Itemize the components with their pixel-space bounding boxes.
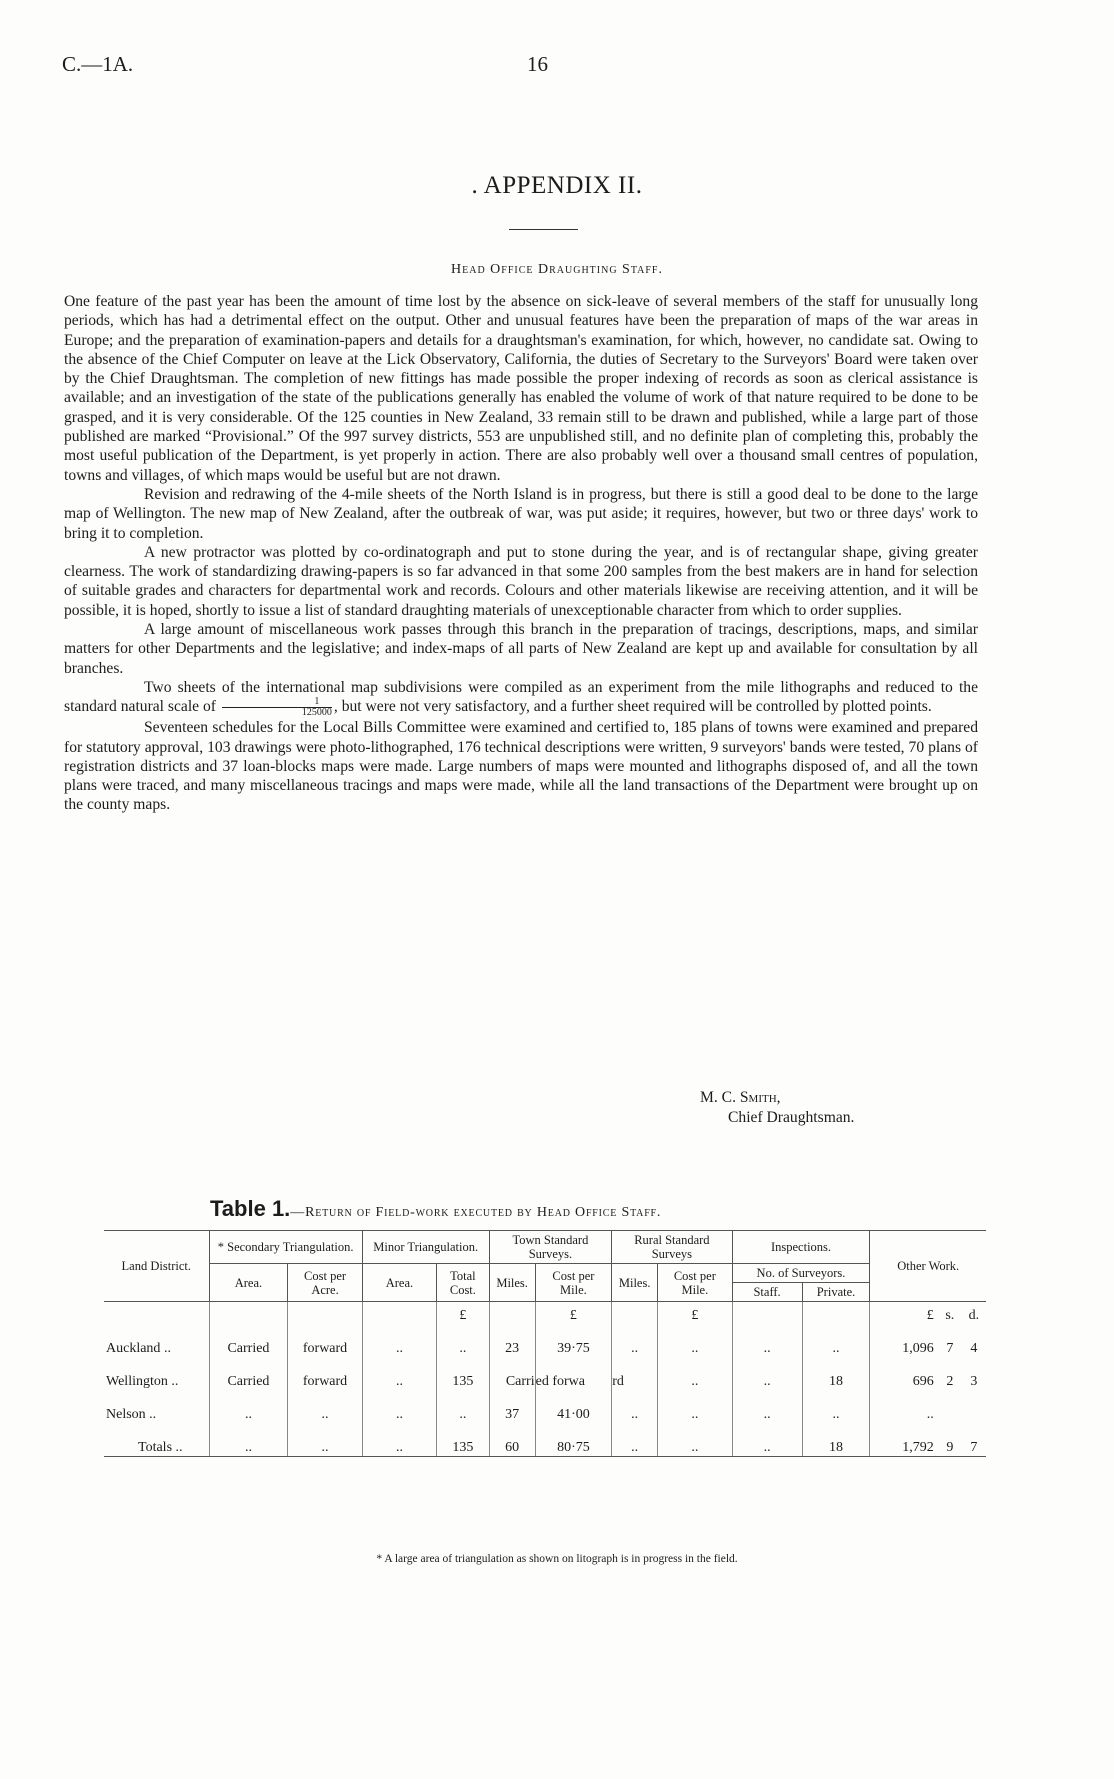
unit-pound-town-cost: £ bbox=[535, 1302, 612, 1325]
cell-min-area: .. bbox=[362, 1423, 436, 1457]
scale-numerator: 1 bbox=[222, 697, 332, 708]
cell-min-area: .. bbox=[362, 1357, 436, 1390]
cell-town-cost: 39·75 bbox=[535, 1324, 612, 1357]
title-divider bbox=[509, 229, 578, 230]
cell-staff: .. bbox=[732, 1390, 802, 1423]
cell-rural-miles: .. bbox=[612, 1423, 658, 1457]
header-inspections: Inspections. bbox=[732, 1231, 870, 1264]
cell-rural-miles: rd bbox=[612, 1357, 658, 1390]
header-rural-cost-per-mile: Cost per Mile. bbox=[658, 1264, 732, 1302]
cell-private: .. bbox=[802, 1324, 870, 1357]
cell-town-cost: ed forwa bbox=[535, 1357, 612, 1390]
cell-rural-cost: .. bbox=[658, 1324, 732, 1357]
cell-staff: .. bbox=[732, 1423, 802, 1457]
paragraph-5-after: , but were not very satisfactory, and a further sheet required will be controlled by plotted points. bbox=[333, 698, 932, 716]
scale-fraction bbox=[222, 697, 332, 718]
cell-town-miles: 37 bbox=[489, 1390, 535, 1423]
field-work-table-wrapper bbox=[104, 1230, 986, 1457]
header-town-surveys: Town Standard Surveys. bbox=[489, 1231, 612, 1264]
cell-staff: .. bbox=[732, 1357, 802, 1390]
table-title bbox=[210, 1196, 661, 1222]
cell-other-pounds: .. bbox=[870, 1390, 938, 1423]
page-number: 16 bbox=[527, 52, 548, 76]
header-rural-miles: Miles. bbox=[612, 1264, 658, 1302]
header-town-cost-per-mile: Cost per Mile. bbox=[535, 1264, 612, 1302]
cell-rural-cost: .. bbox=[658, 1357, 732, 1390]
cell-other-pounds: 1,096 bbox=[870, 1324, 938, 1357]
cell-private: 18 bbox=[802, 1423, 870, 1457]
paragraph-5-before: Two sheets of the international map subdivisions were compiled as an experiment from the mile lithographs and reduced to the standard natural scale of bbox=[64, 678, 978, 716]
cell-sec-area: .. bbox=[209, 1390, 288, 1423]
cell-min-total: 135 bbox=[437, 1423, 490, 1457]
cell-other-shillings: 9 bbox=[938, 1423, 962, 1457]
header-other-work: Other Work. bbox=[870, 1231, 986, 1302]
paragraph-1: One feature of the past year has been the amount of time lost by the absence on sick-leave of several members of the staff for unusually long periods, which has had a detrimental effect on the output. Other and unusual features have been the preparation of maps of the war areas in Europe; and the preparation of examination-papers and details for a draughtsman's examination, for which, however, no candidate sat. Owing to the absence of the Chief Computer on leave at the Lick Observatory, California, the duties of Secretary to the Surveyors' Board were taken over by the Chief Draughtsman. The completion of new fittings has made possible the proper indexing of records as soon as clerical assistance is available; and an investigation of the state of the publications generally has enabled the volume of work of that nature required to be done to be grasped, and it is very considerable. Of the 125 counties in New Zealand, 33 remain still to be drawn and published, while a large part of those published are marked “Provisional.” Of the 997 survey districts, 553 are unpublished still, and no definite plan of completing this, probably the most useful publication of the Department, is yet properly in action. There are also probably well over a thousand small centres of population, towns and villages, of which maps would be useful but are not drawn. bbox=[64, 293, 978, 484]
cell-district: Auckland .. bbox=[106, 1341, 171, 1356]
header-town-miles: Miles. bbox=[489, 1264, 535, 1302]
unit-pound-rural-cost: £ bbox=[658, 1302, 732, 1325]
cell-rural-miles: .. bbox=[612, 1390, 658, 1423]
table-row-wellington bbox=[104, 1357, 986, 1390]
header-no-of-surveyors: No. of Surveyors. bbox=[732, 1264, 870, 1283]
cell-district: Totals .. bbox=[104, 1423, 209, 1457]
header-sec-cost-per-acre: Cost per Acre. bbox=[288, 1264, 362, 1302]
units-row bbox=[104, 1302, 986, 1325]
unit-pound-total-cost: £ bbox=[437, 1302, 490, 1325]
paragraph-6: Seventeen schedules for the Local Bills Committee were examined and certified to, 185 plans of towns were examined and prepared for statutory approval, 103 drawings were photo-lithographed, 176 technical descriptions were written, 9 surveyors' bands were tested, 70 plans of registration districts and 37 loan-blocks maps were made. Large numbers of maps were mounted and lithographs disposed of, and all the town plans were traced, and many miscellaneous tracings and maps were made, while all the land transactions of the Department were brought up on the county maps. bbox=[64, 719, 978, 814]
cell-other-pence: 4 bbox=[970, 1341, 978, 1356]
table-row-nelson bbox=[104, 1390, 986, 1423]
cell-min-total: .. bbox=[437, 1324, 490, 1357]
scale-denominator: 125000 bbox=[301, 707, 332, 719]
table-label: Table 1. bbox=[210, 1196, 291, 1221]
header-private: Private. bbox=[802, 1283, 870, 1302]
header-minor-triangulation: Minor Triangulation. bbox=[362, 1231, 489, 1264]
signatory-name: M. C. Smith, bbox=[700, 1089, 781, 1106]
cell-sec-area: Carried bbox=[209, 1357, 288, 1390]
cell-private: 18 bbox=[802, 1357, 870, 1390]
cell-town-miles: 23 bbox=[489, 1324, 535, 1357]
table-row-totals bbox=[104, 1423, 986, 1457]
unit-shillings: s. bbox=[945, 1308, 955, 1323]
cell-district: Wellington .. bbox=[106, 1374, 179, 1389]
header-min-area: Area. bbox=[362, 1264, 436, 1302]
cell-other-shillings: 2 bbox=[946, 1374, 954, 1389]
cell-other-pounds: 1,792 bbox=[870, 1423, 938, 1457]
paragraph-3: A new protractor was plotted by co-ordinatograph and put to stone during the year, and is of rectangular shape, giving greater clearness. The work of standardizing drawing-papers is so far advanced in that some 200 samples from the best makers are in hand for selection of suitable grades and characters for departmental work and records. Colours and other materials likewise are receiving attention, and it will be possible, it is hoped, shortly to issue a list of standard draughting materials of unexceptionable character from which to order supplies. bbox=[64, 543, 978, 619]
cell-rural-miles: .. bbox=[612, 1324, 658, 1357]
cell-other-shillings bbox=[938, 1390, 962, 1423]
header-rural-surveys: Rural Standard Surveys bbox=[612, 1231, 732, 1264]
table-footnote: * A large area of triangulation as shown on litograph is in progress in the field. bbox=[376, 1553, 738, 1565]
cell-rural-cost: .. bbox=[658, 1423, 732, 1457]
header-secondary-triangulation: * Secondary Triangulation. bbox=[209, 1231, 362, 1264]
unit-pound-other: £ bbox=[870, 1302, 938, 1325]
cell-town-cost: 80·75 bbox=[535, 1423, 612, 1457]
cell-other-pence bbox=[962, 1390, 986, 1423]
cell-sec-cost: forward bbox=[288, 1357, 362, 1390]
field-work-table bbox=[104, 1230, 986, 1457]
header-land-district: Land District. bbox=[104, 1231, 209, 1302]
cell-rural-cost: .. bbox=[658, 1390, 732, 1423]
cell-other-pence: 3 bbox=[970, 1374, 978, 1389]
appendix-title: . APPENDIX II. bbox=[471, 172, 643, 199]
header-sec-area: Area. bbox=[209, 1264, 288, 1302]
table-caption: —Return of Field-work executed by Head Office Staff. bbox=[290, 1205, 662, 1220]
cell-sec-cost: .. bbox=[288, 1423, 362, 1457]
cell-sec-area: .. bbox=[209, 1423, 288, 1457]
header-staff: Staff. bbox=[732, 1283, 802, 1302]
document-reference: C.—1A. bbox=[62, 52, 134, 76]
cell-town-cost: 41·00 bbox=[535, 1390, 612, 1423]
cell-private: .. bbox=[802, 1390, 870, 1423]
cell-staff: .. bbox=[732, 1324, 802, 1357]
cell-other-shillings: 7 bbox=[946, 1341, 954, 1356]
cell-sec-cost: .. bbox=[288, 1390, 362, 1423]
cell-district: Nelson .. bbox=[106, 1407, 157, 1422]
unit-pence: d. bbox=[968, 1308, 980, 1323]
header-min-total-cost: Total Cost. bbox=[437, 1264, 490, 1302]
cell-min-area: .. bbox=[362, 1324, 436, 1357]
section-heading: Head Office Draughting Staff. bbox=[451, 262, 663, 277]
cell-other-pence: 7 bbox=[962, 1423, 986, 1457]
cell-sec-cost: forward bbox=[288, 1324, 362, 1357]
signatory-title: Chief Draughtsman. bbox=[728, 1109, 855, 1126]
cell-sec-area: Carried bbox=[209, 1324, 288, 1357]
paragraph-2: Revision and redrawing of the 4-mile sheets of the North Island is in progress, but there is still a good deal to be done to the large map of Wellington. The new map of New Zealand, after the outbreak of war, was put aside; it requires, however, but two or three days' work to bring it to completion. bbox=[64, 485, 978, 542]
cell-min-total: .. bbox=[437, 1390, 490, 1423]
report-body bbox=[64, 292, 978, 815]
cell-other-pounds: 696 bbox=[870, 1357, 938, 1390]
table-row-auckland bbox=[104, 1324, 986, 1357]
signature-block bbox=[700, 1088, 854, 1128]
paragraph-5 bbox=[64, 678, 978, 718]
paragraph-4: A large amount of miscellaneous work passes through this branch in the preparation of tracings, descriptions, maps, and similar matters for other Departments and the legislative; and index-maps of all parts of New Zealand are kept up and available for consultation by all branches. bbox=[64, 621, 978, 677]
cell-min-total: 135 bbox=[437, 1357, 490, 1390]
cell-town-miles: 60 bbox=[489, 1423, 535, 1457]
cell-min-area: .. bbox=[362, 1390, 436, 1423]
cell-town-miles: Carri bbox=[489, 1357, 535, 1390]
